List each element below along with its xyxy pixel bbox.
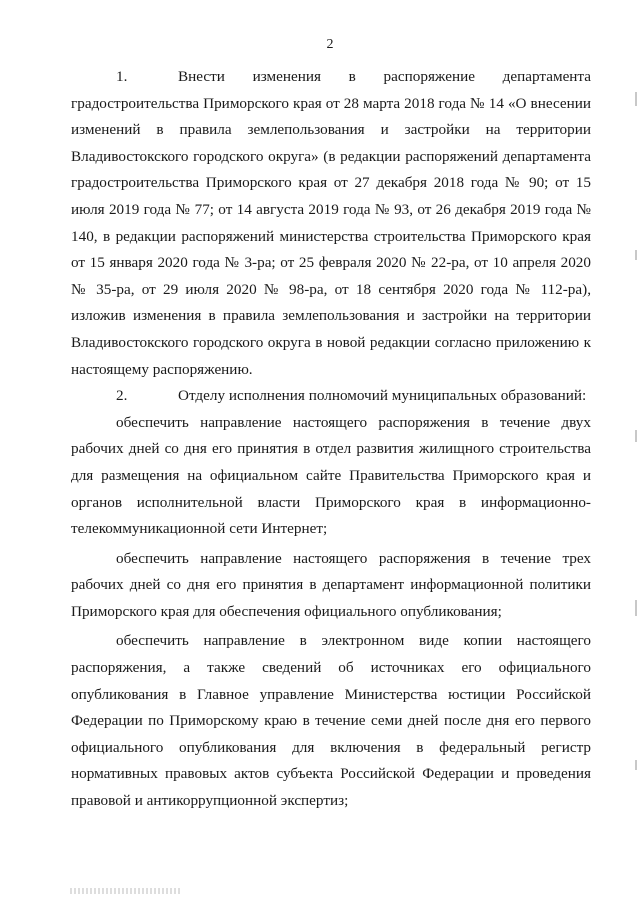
scan-bottom-smudge xyxy=(70,888,180,894)
subparagraph-3: обеспечить направление в электронном виде копии настоящего распоряжения, а также сведений об источниках его официального опубликования в Главное управление Министерства юстиции Российской Федерации по Приморскому краю в течение семи дней после дня его первого официального опубликования для включения в федеральный регистр нормативных правовых актов субъекта Российской Федерации и проведения правовой и антикоррупционной экспертиз; xyxy=(71,632,591,810)
paragraph-text: Отделу исполнения полномочий муниципальных образований: xyxy=(178,387,587,405)
subparagraph-1: обеспечить направление настоящего распоряжения в течение двух рабочих дней со дня его принятия в отдел развития жилищного строительства для размещения на официальном сайте Правительства Приморского края и органов исполнительной власти Приморского края в информационно-телекоммуникационной сети Интернет; xyxy=(71,413,591,538)
paragraph-text: Внести изменения в распоряжение департамента градостроительства Приморского края от 28 марта 2018 года № 14 «О внесении изменений в правила землепользования и застройки на территории Владивостокского городского округа» (в редакции распоряжений департамента градостроительства Приморского края от 27 декабря 2018 года № 90; от 15 июля 2019 года № 77; от 14 августа 2019 года № 93, от 26 декабря 2019 года № 140, в редакции распоряжений министерства строительства Приморского края от 15 января 2020 года № 3-ра; от 25 февраля 2020 № 22-ра, от 10 апреля 2020 № 35-ра, от 29 июля 2020 № 98-ра, от 18 сентября 2020 года № 112-ра), изложив изменения в правила землепользования и застройки на территории Владивостокского городского округа в новой редакции согласно приложению к настоящему распоряжению. xyxy=(71,68,591,378)
paragraph-number: 1. xyxy=(116,68,128,85)
scan-edge-mark xyxy=(635,600,637,616)
subparagraph-2: обеспечить направление настоящего распоряжения в течение трех рабочих дней со дня его принятия в департамент информационной политики Приморского края для обеспечения официального опубликования; xyxy=(71,549,591,620)
scan-edge-mark xyxy=(635,250,637,260)
page-number: 2 xyxy=(326,37,334,52)
numbered-paragraph-1 xyxy=(71,64,591,383)
numbered-paragraph-2 xyxy=(71,383,591,410)
paragraph-number: 2. xyxy=(116,387,128,405)
scan-edge-mark xyxy=(635,760,637,770)
scan-edge-mark xyxy=(635,92,637,106)
document-body xyxy=(71,64,591,815)
scan-edge-mark xyxy=(635,430,637,442)
